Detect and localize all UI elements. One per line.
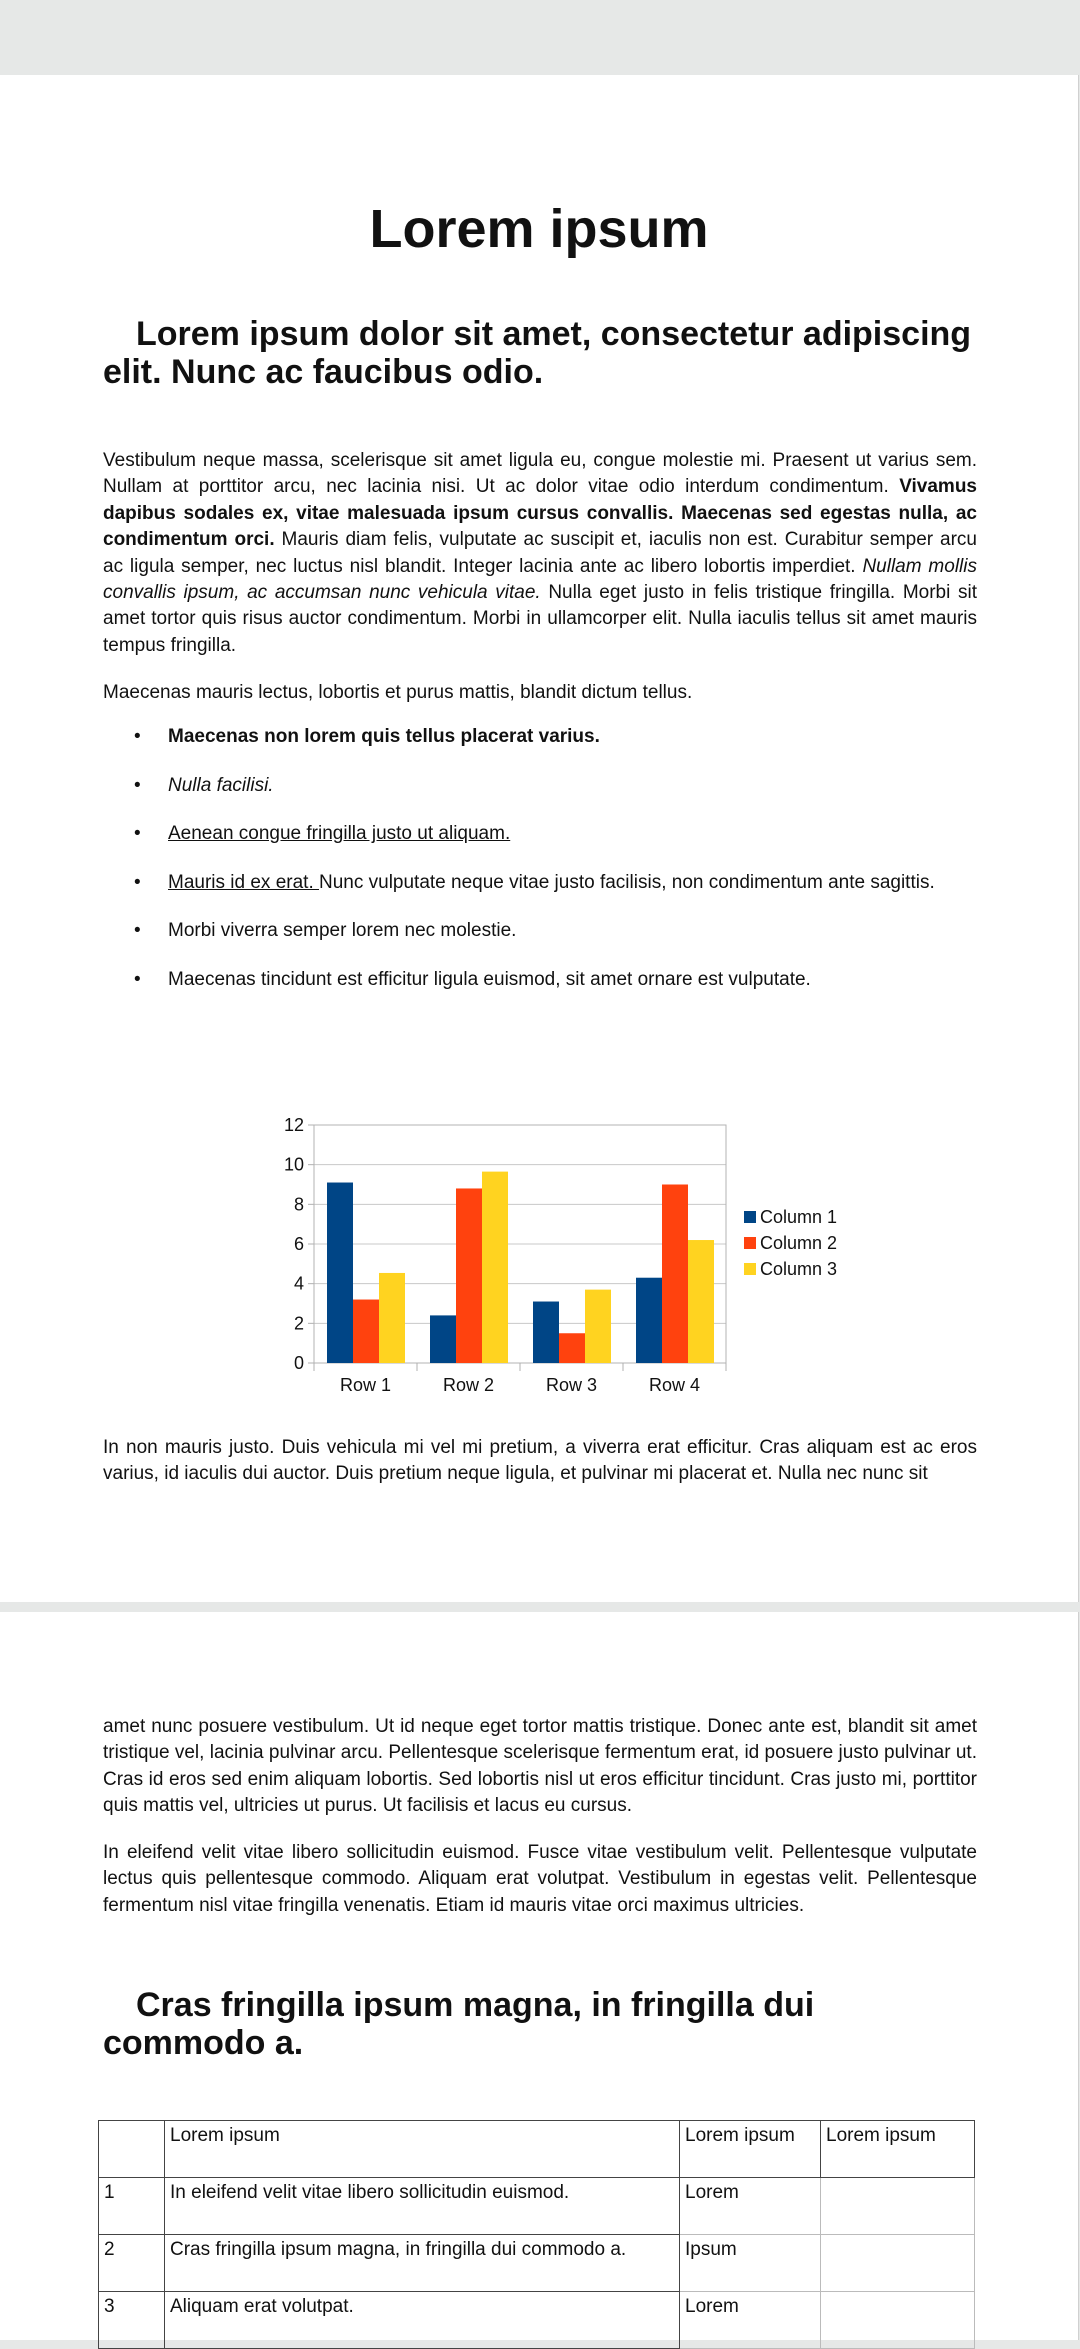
bar xyxy=(482,1172,508,1363)
top-toolbar-area xyxy=(0,0,1080,75)
bar xyxy=(688,1240,714,1363)
x-tick-label: Row 2 xyxy=(442,1375,495,1395)
table-row xyxy=(99,2178,975,2235)
list-item-text: Morbi viverra semper lorem nec molestie. xyxy=(168,920,517,942)
legend-label: Column 1 xyxy=(760,1207,838,1227)
legend-label: Column 3 xyxy=(760,1259,838,1279)
table-header-cell xyxy=(99,2121,165,2178)
bullet-marker: • xyxy=(134,774,141,796)
list-item-text: Maecenas non lorem quis tellus placerat varius. xyxy=(168,726,600,747)
table-row xyxy=(99,2235,975,2292)
bullet-marker: • xyxy=(134,871,141,893)
y-tick-label: 0 xyxy=(293,1353,304,1373)
bullet-marker: • xyxy=(134,823,141,845)
bar xyxy=(456,1188,482,1363)
bar xyxy=(636,1278,662,1363)
table-cell: 1 xyxy=(99,2178,165,2235)
x-tick-label: Row 4 xyxy=(648,1375,701,1395)
list-item-text: Nulla facilisi. xyxy=(168,774,274,796)
x-tick-label: Row 1 xyxy=(339,1375,392,1395)
paragraph-1 xyxy=(103,448,977,659)
y-tick-label: 2 xyxy=(293,1313,304,1334)
table-cell: Lorem xyxy=(680,2178,821,2235)
list-item xyxy=(103,724,977,773)
table-cell: 2 xyxy=(99,2235,165,2292)
table-cell: Aliquam erat volutpat. xyxy=(165,2292,680,2349)
bar xyxy=(353,1300,379,1363)
legend-swatch xyxy=(744,1237,756,1249)
table-header-cell: Lorem ipsum xyxy=(165,2121,680,2178)
bullet-marker: • xyxy=(134,726,141,747)
bullet-marker: • xyxy=(134,968,141,990)
paragraph-1-bold: Vivamus dapibus sodales ex, vitae malesuada ipsum cursus convallis. Maecenas sed egestas nulla, ac condimentum orci. xyxy=(103,476,977,551)
list-item xyxy=(103,870,977,919)
y-tick-label: 12 xyxy=(283,1115,304,1135)
paragraph-4: amet nunc posuere vestibulum. Ut id neque eget tortor mattis tristique. Donec ante est, blandit sit amet tristique vel, lacinia pulvinar arcu. Pellentesque scelerisque fermentum erat, id posuere justo pulvinar ut. Cras id eros sed enim aliquam lobortis. Sed lobortis nisl ut eros efficitur tincidunt. Cras justo mi, porttitor quis mattis vel, ultricies ut purus. Ut facilisis et lacus eu cursus. xyxy=(103,1716,977,1817)
list-item-text: Aenean congue fringilla justo ut aliquam. xyxy=(168,823,511,845)
bar xyxy=(559,1333,585,1363)
document-title: Lorem ipsum xyxy=(369,199,709,259)
heading-1: Lorem ipsum dolor sit amet, consectetur adipiscing elit. Nunc ac faucibus odio. xyxy=(103,315,972,391)
bullet-marker: • xyxy=(134,920,141,942)
x-tick-label: Row 3 xyxy=(545,1375,598,1395)
y-tick-label: 6 xyxy=(293,1234,304,1254)
bar-chart xyxy=(260,1105,860,1405)
document-page-1 xyxy=(0,75,1079,1602)
table-cell xyxy=(821,2235,975,2292)
list-item xyxy=(103,918,977,967)
table-cell: In eleifend velit vitae libero sollicitudin euismod. xyxy=(165,2178,680,2235)
y-tick-label: 8 xyxy=(293,1194,304,1215)
paragraph-3: In non mauris justo. Duis vehicula mi vel mi pretium, a viverra erat efficitur. Cras aliquam est ac eros varius, id iaculis dui auctor. Duis pretium neque ligula, et pulvinar mi placerat et. Nulla nec nunc sit xyxy=(103,1437,977,1485)
legend-swatch xyxy=(744,1211,756,1223)
table-cell: Ipsum xyxy=(680,2235,821,2292)
list-item xyxy=(103,821,977,870)
list-item-text-underlined: Mauris id ex erat. xyxy=(168,871,319,893)
paragraph-1-text: Vestibulum neque massa, scelerisque sit amet ligula eu, congue molestie mi. Praesent ut varius sem. Nullam at porttitor arcu, nec lacinia nisi. Ut ac dolor vitae odio interdum condimentum. xyxy=(103,450,977,498)
paragraph-1-italic: Nullam mollis convallis ipsum, ac accumsan nunc vehicula vitae. xyxy=(103,555,977,604)
bar xyxy=(379,1273,405,1363)
table-header-row xyxy=(99,2121,975,2178)
y-tick-label: 4 xyxy=(293,1273,304,1294)
bar xyxy=(662,1185,688,1364)
bar xyxy=(533,1302,559,1363)
table-cell xyxy=(821,2178,975,2235)
heading-2: Cras fringilla ipsum magna, in fringilla dui commodo a. xyxy=(103,1986,815,2062)
y-tick-label: 10 xyxy=(283,1154,304,1175)
list-item-text: Nunc vulputate neque vitae justo facilisis, non condimentum ante sagittis. xyxy=(319,871,935,893)
table-header-cell: Lorem ipsum xyxy=(680,2121,821,2178)
list-item-text: Maecenas tincidunt est efficitur ligula euismod, sit amet ornare est vulputate. xyxy=(168,968,811,990)
paragraph-1-text-3: Nulla eget justo in felis tristique fringilla. Morbi sit amet tortor quis risus auctor condimentum. Morbi in ullamcorper elit. Nulla iaculis tellus sit amet mauris tempus fringilla. xyxy=(103,582,977,656)
list-item xyxy=(103,773,977,822)
paragraph-2: Maecenas mauris lectus, lobortis et purus mattis, blandit dictum tellus. xyxy=(103,682,693,703)
data-table xyxy=(98,2120,975,2349)
paragraph-5: In eleifend velit vitae libero sollicitudin euismod. Fusce vitae vestibulum velit. Pellentesque vulputate lectus quis pellentesque commodo. Aliquam erat volutpat. Vestibulum in egestas velit. Pellentesque fermentum nisl vitae fringilla venenatis. Etiam id mauris vitae orci maximus ultricies. xyxy=(103,1842,977,1916)
legend-swatch xyxy=(744,1263,756,1275)
table-header-cell: Lorem ipsum xyxy=(821,2121,975,2178)
bar xyxy=(430,1315,456,1363)
table-cell: 3 xyxy=(99,2292,165,2349)
table-cell: Cras fringilla ipsum magna, in fringilla dui commodo a. xyxy=(165,2235,680,2292)
table-cell: Lorem xyxy=(680,2292,821,2349)
paragraph-1-text-2: Mauris diam felis, vulputate ac suscipit et, iaculis non est. Curabitur semper arcu ac ligula semper, nec luctus nisl blandit. Integer lacinia ante ac libero lobortis imperdiet. xyxy=(103,529,978,577)
legend-label: Column 2 xyxy=(760,1233,838,1253)
bar xyxy=(327,1183,353,1363)
bullet-list xyxy=(103,724,977,1016)
bar xyxy=(585,1290,611,1363)
list-item xyxy=(103,967,977,1016)
